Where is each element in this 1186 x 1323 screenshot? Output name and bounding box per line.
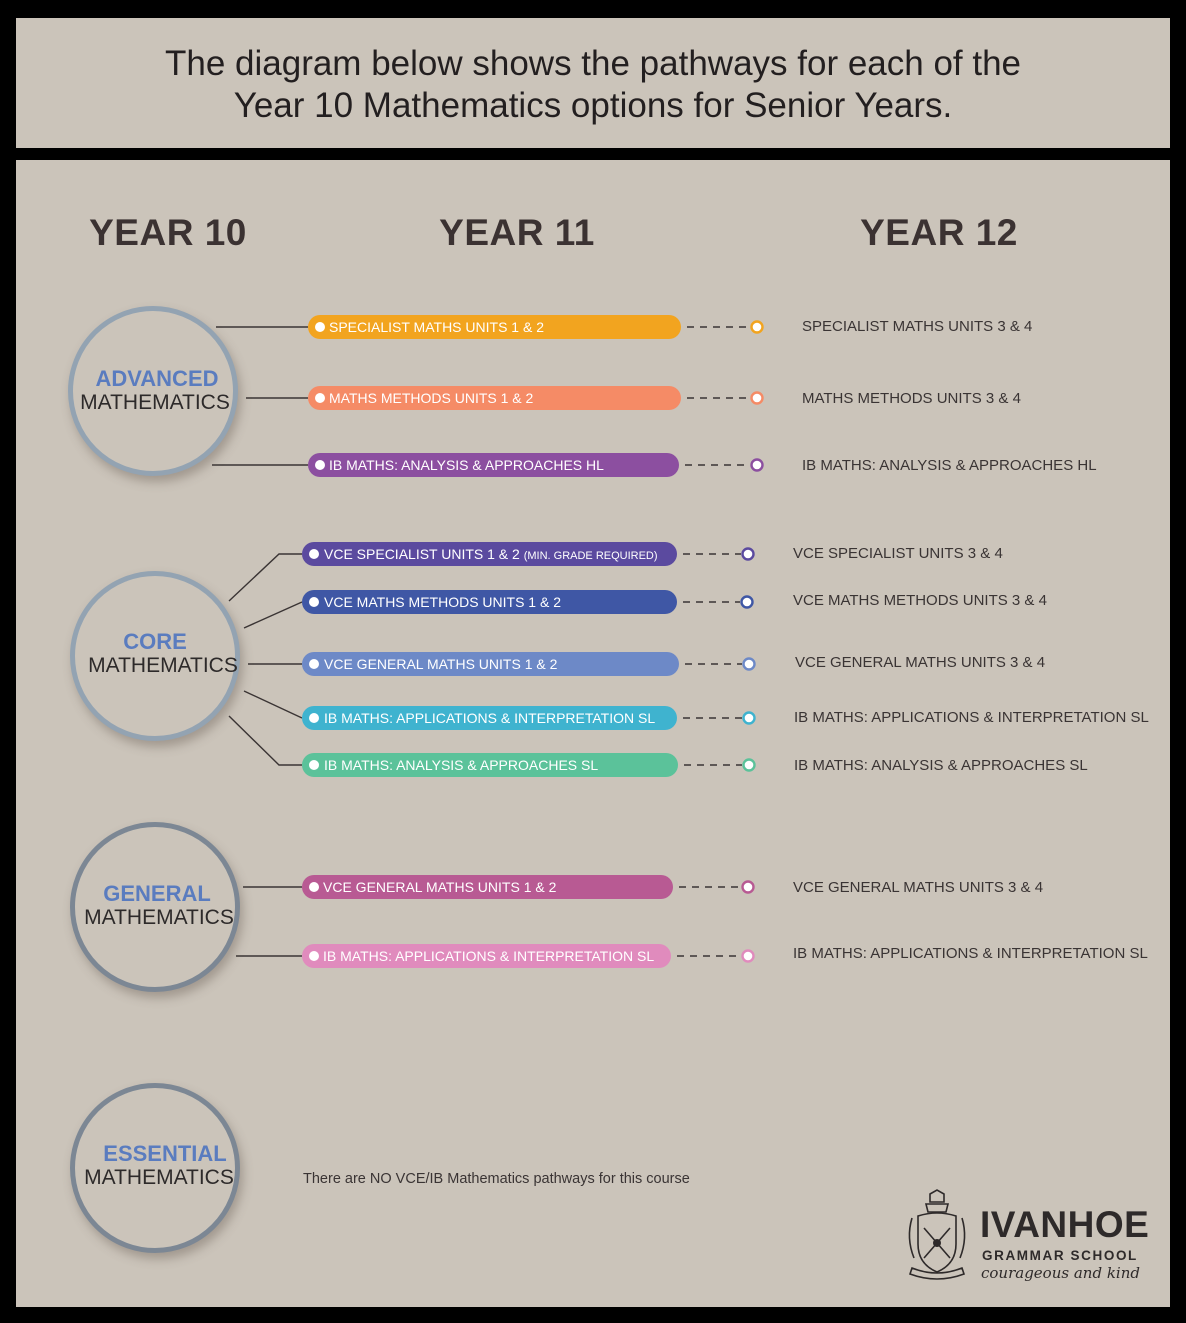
pathway-pill-label: IB MATHS: APPLICATIONS & INTERPRETATION SL bbox=[324, 710, 656, 726]
essential-title: ESSENTIAL bbox=[103, 1141, 227, 1166]
pathway-pill bbox=[308, 386, 681, 410]
school-crest-icon bbox=[904, 1188, 970, 1284]
pathway-pill-label: VCE MATHS METHODS UNITS 1 & 2 bbox=[324, 594, 561, 610]
pathway-pill-label: IB MATHS: ANALYSIS & APPROACHES HL bbox=[329, 457, 604, 473]
pathway-pill bbox=[302, 875, 673, 899]
pathway-pill-label: VCE GENERAL MATHS UNITS 1 & 2 bbox=[323, 879, 557, 895]
year12-label: VCE MATHS METHODS UNITS 3 & 4 bbox=[793, 592, 1047, 609]
column-heading-year-12: YEAR 12 bbox=[860, 212, 1018, 253]
pathway-pill-note: (MIN. GRADE REQUIRED) bbox=[523, 550, 658, 562]
pathway-pill bbox=[302, 753, 678, 777]
year12-label: IB MATHS: ANALYSIS & APPROACHES HL bbox=[802, 457, 1097, 474]
logo-subtitle: GRAMMAR SCHOOL bbox=[982, 1248, 1138, 1263]
pathway-pill bbox=[302, 590, 677, 614]
general-subtitle: MATHEMATICS bbox=[84, 906, 234, 929]
core-title: CORE bbox=[123, 629, 187, 654]
pathway-pill bbox=[302, 652, 679, 676]
year12-label: MATHS METHODS UNITS 3 & 4 bbox=[802, 390, 1021, 407]
column-heading-year-11: YEAR 11 bbox=[439, 212, 595, 253]
pathway-pill bbox=[302, 944, 671, 968]
year12-label: IB MATHS: APPLICATIONS & INTERPRETATION SL bbox=[793, 945, 1148, 962]
pathway-pill bbox=[308, 315, 681, 339]
year12-label: VCE SPECIALIST UNITS 3 & 4 bbox=[793, 545, 1003, 562]
pathway-pill-label: IB MATHS: APPLICATIONS & INTERPRETATION SL bbox=[323, 948, 655, 964]
pathway-pill bbox=[302, 706, 677, 730]
year12-label: IB MATHS: ANALYSIS & APPROACHES SL bbox=[794, 757, 1088, 774]
pathway-pill bbox=[302, 542, 677, 566]
header-line-2: Year 10 Mathematics options for Senior Years. bbox=[233, 86, 953, 125]
year12-label: VCE GENERAL MATHS UNITS 3 & 4 bbox=[795, 654, 1046, 671]
advanced-subtitle: MATHEMATICS bbox=[80, 391, 230, 414]
pathway-pill-label: IB MATHS: ANALYSIS & APPROACHES SL bbox=[324, 757, 599, 773]
core-subtitle: MATHEMATICS bbox=[88, 654, 238, 677]
logo-name: IVANHOE bbox=[980, 1204, 1150, 1245]
general-title: GENERAL bbox=[103, 881, 211, 906]
pathway-pill-label: VCE SPECIALIST UNITS 1 & 2 bbox=[324, 546, 520, 562]
advanced-title: ADVANCED bbox=[95, 366, 219, 391]
year12-label: IB MATHS: APPLICATIONS & INTERPRETATION SL bbox=[794, 709, 1149, 726]
logo-motto: courageous and kind bbox=[981, 1264, 1140, 1282]
header-panel bbox=[16, 18, 1170, 148]
header-line-1: The diagram below shows the pathways for each of the bbox=[164, 44, 1022, 83]
pathway-pill-label: SPECIALIST MATHS UNITS 1 & 2 bbox=[329, 319, 544, 335]
essential-subtitle: MATHEMATICS bbox=[84, 1166, 234, 1189]
ivanhoe-logo bbox=[904, 1186, 1154, 1286]
pathway-pill-label: MATHS METHODS UNITS 1 & 2 bbox=[329, 390, 534, 406]
pathway-pill-label: VCE GENERAL MATHS UNITS 1 & 2 bbox=[324, 656, 558, 672]
pathway-pill bbox=[308, 453, 679, 477]
column-heading-year-10: YEAR 10 bbox=[89, 212, 247, 253]
year12-label: VCE GENERAL MATHS UNITS 3 & 4 bbox=[793, 879, 1044, 896]
essential-no-pathway-note: There are NO VCE/IB Mathematics pathways for this course bbox=[303, 1171, 690, 1187]
year12-label: SPECIALIST MATHS UNITS 3 & 4 bbox=[802, 318, 1033, 335]
